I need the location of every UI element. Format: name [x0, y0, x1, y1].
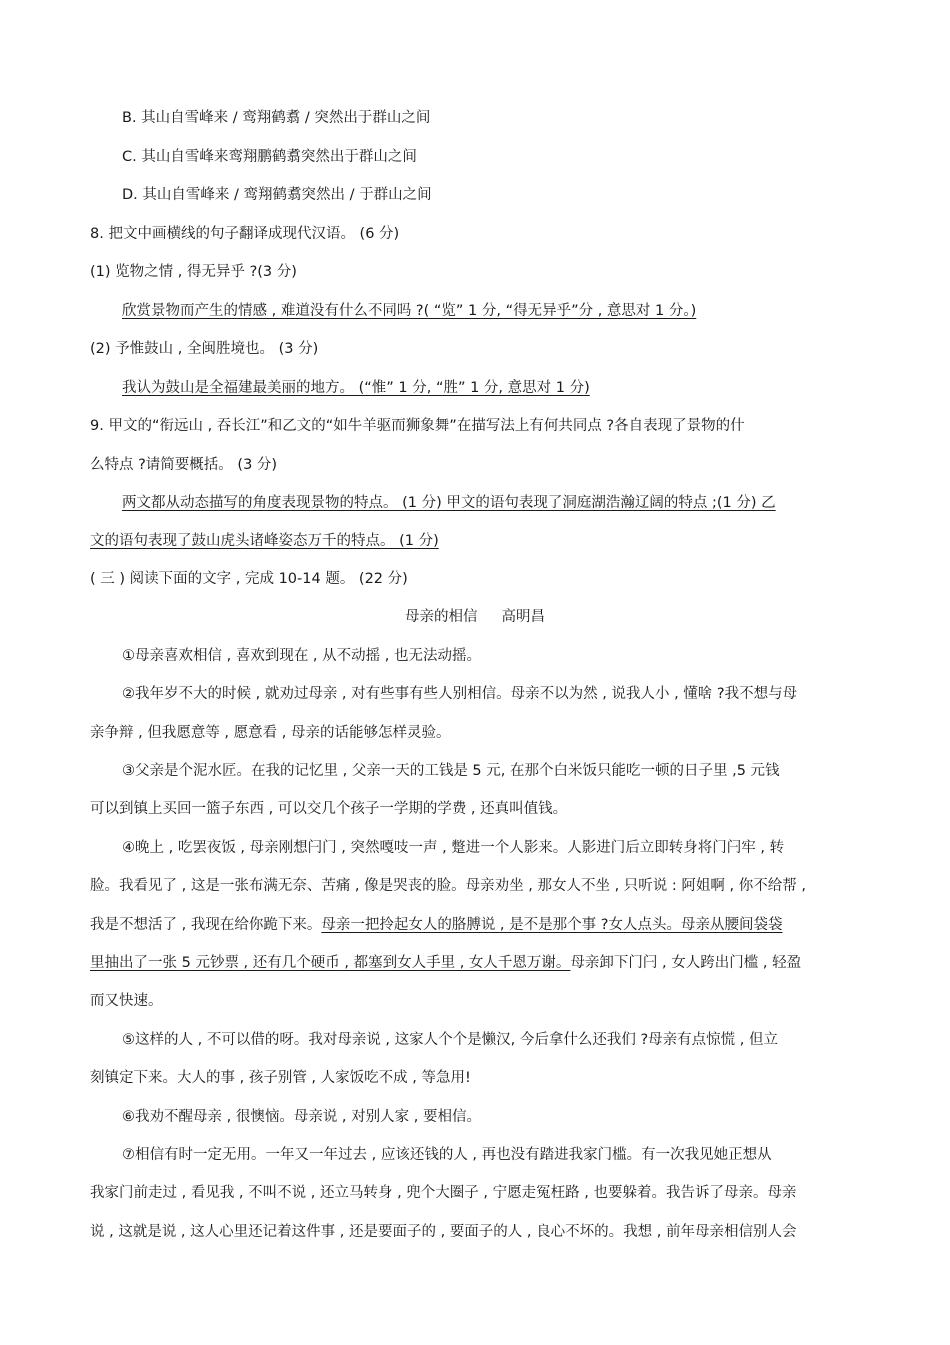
paragraph-4-line-3-plain: 我是不想活了 , 我现在给你跪下来。	[90, 917, 322, 933]
paragraph-4-line-4-plain: 母亲卸下门闩 , 女人跨出门槛 , 轻盈	[570, 955, 802, 971]
paragraph-4-line-3	[90, 915, 782, 935]
paragraph-3-cont: 可以到镇上买回一篮子东西 , 可以交几个孩子一学期的学费 , 还真叫值钱。	[90, 801, 568, 817]
question-8-part-1: (1) 览物之情 , 得无异乎 ?(3 分)	[90, 264, 297, 280]
paragraph-6: ⑥我劝不醒母亲 , 很懊恼。母亲说 , 对别人家 , 要相信。	[122, 1109, 481, 1125]
answer-8-part-1: 欣赏景物而产生的情感 , 难道没有什么不同吗 ?( “览” 1 分, “得无异乎”分 , 意思对 1 分。)	[122, 303, 697, 319]
paragraph-2-cont: 亲争辩 , 但我愿意等 , 愿意看 , 母亲的话能够怎样灵验。	[90, 725, 451, 741]
question-8-stem: 8. 把文中画横线的句子翻译成现代汉语。 (6 分)	[90, 226, 400, 242]
paragraph-4-line-5: 而又快速。	[90, 993, 163, 1009]
answer-9-cont: 文的语句表现了鼓山虎头诸峰姿态万千的特点。 (1 分)	[90, 533, 439, 549]
answer-9: 两文都从动态描写的角度表现景物的特点。 (1 分) 甲文的语句表现了洞庭湖浩瀚辽阔的特点 ;(1 分) 乙	[122, 495, 776, 511]
paragraph-4: ④晚上 , 吃罢夜饭 , 母亲刚想闩门 , 突然嘎吱一声 , 蹩进一个人影来。人影进门后立即转身将门闩牢 , 转	[122, 840, 785, 856]
paragraph-5-cont: 刻镇定下来。大人的事 , 孩子别管 , 人家饭吃不成 , 等急用!	[90, 1070, 471, 1086]
paragraph-7-line-2: 我家门前走过 , 看见我 , 不叫不说 , 还立马转身 , 兜个大圈子 , 宁愿走冤枉路 , 也要躲着。我告诉了母亲。母亲	[90, 1185, 797, 1201]
underlined-sentence: 母亲一把拎起女人的胳膊说 , 是不是那个事 ?女人点头。母亲从腰间袋袋	[321, 917, 783, 933]
paragraph-2: ②我年岁不大的时候 , 就劝过母亲 , 对有些事有些人别相信。母亲不以为然 , 说我人小 , 懂啥 ?我不想与母	[122, 686, 798, 702]
paragraph-7-line-3: 说 , 这就是说 , 这人心里还记着这件事 , 还是要面子的 , 要面子的人 , 良心不坏的。我想 , 前年母亲相信别人会	[90, 1224, 797, 1240]
option-c: C. 其山自雪峰来鸾翔鹏鹤翥突然出于群山之间	[122, 149, 417, 165]
question-8-part-2: (2) 予惟鼓山 , 全闽胜境也。 (3 分)	[90, 341, 319, 357]
paragraph-5: ⑤这样的人 , 不可以借的呀。我对母亲说 , 这家人个个是懒汉, 今后拿什么还我们 ?母亲有点惊慌 , 但立	[122, 1032, 779, 1048]
underlined-sentence-cont: 里抽出了一张 5 元钞票 , 还有几个硬币 , 都塞到女人手里 , 女人千恩万谢。	[90, 955, 571, 971]
passage-title: 母亲的相信	[405, 609, 478, 625]
paragraph-4-line-4	[90, 953, 801, 973]
option-b: B. 其山自雪峰来 / 鸾翔鹤翥 / 突然出于群山之间	[122, 110, 431, 126]
question-9-stem-cont: 么特点 ?请简要概括。 (3 分)	[90, 457, 278, 473]
question-9-stem: 9. 甲文的“衔远山 , 吞长江”和乙文的“如牛羊驱而狮象舞”在描写法上有何共同点 ?各自表现了景物的什	[90, 418, 745, 434]
passage-author: 高明昌	[501, 609, 545, 625]
paragraph-3: ③父亲是个泥水匠。在我的记忆里 , 父亲一天的工钱是 5 元, 在那个白米饭只能吃一顿的日子里 ,5 元钱	[122, 763, 780, 779]
answer-8-part-2: 我认为鼓山是全福建最美丽的地方。 (“惟” 1 分, “胜” 1 分, 意思对 1 分)	[122, 380, 590, 396]
passage-heading	[0, 607, 950, 627]
paragraph-7: ⑦相信有时一定无用。一年又一年过去 , 应该还钱的人 , 再也没有踏进我家门槛。有一次我见她正想从	[122, 1147, 772, 1163]
paragraph-1: ①母亲喜欢相信 , 喜欢到现在 , 从不动摇 , 也无法动摇。	[122, 648, 481, 664]
paragraph-4-line-2: 脸。我看见了 , 这是一张布满无奈、苦痛 , 像是哭丧的脸。母亲劝坐 , 那女人不坐 , 只听说 : 阿姐啊 , 你不给帮 ,	[90, 878, 806, 894]
option-d: D. 其山自雪峰来 / 鸾翔鹤翥突然出 / 于群山之间	[122, 187, 432, 203]
section-heading: ( 三 ) 阅读下面的文字 , 完成 10-14 题。 (22 分)	[90, 571, 408, 587]
